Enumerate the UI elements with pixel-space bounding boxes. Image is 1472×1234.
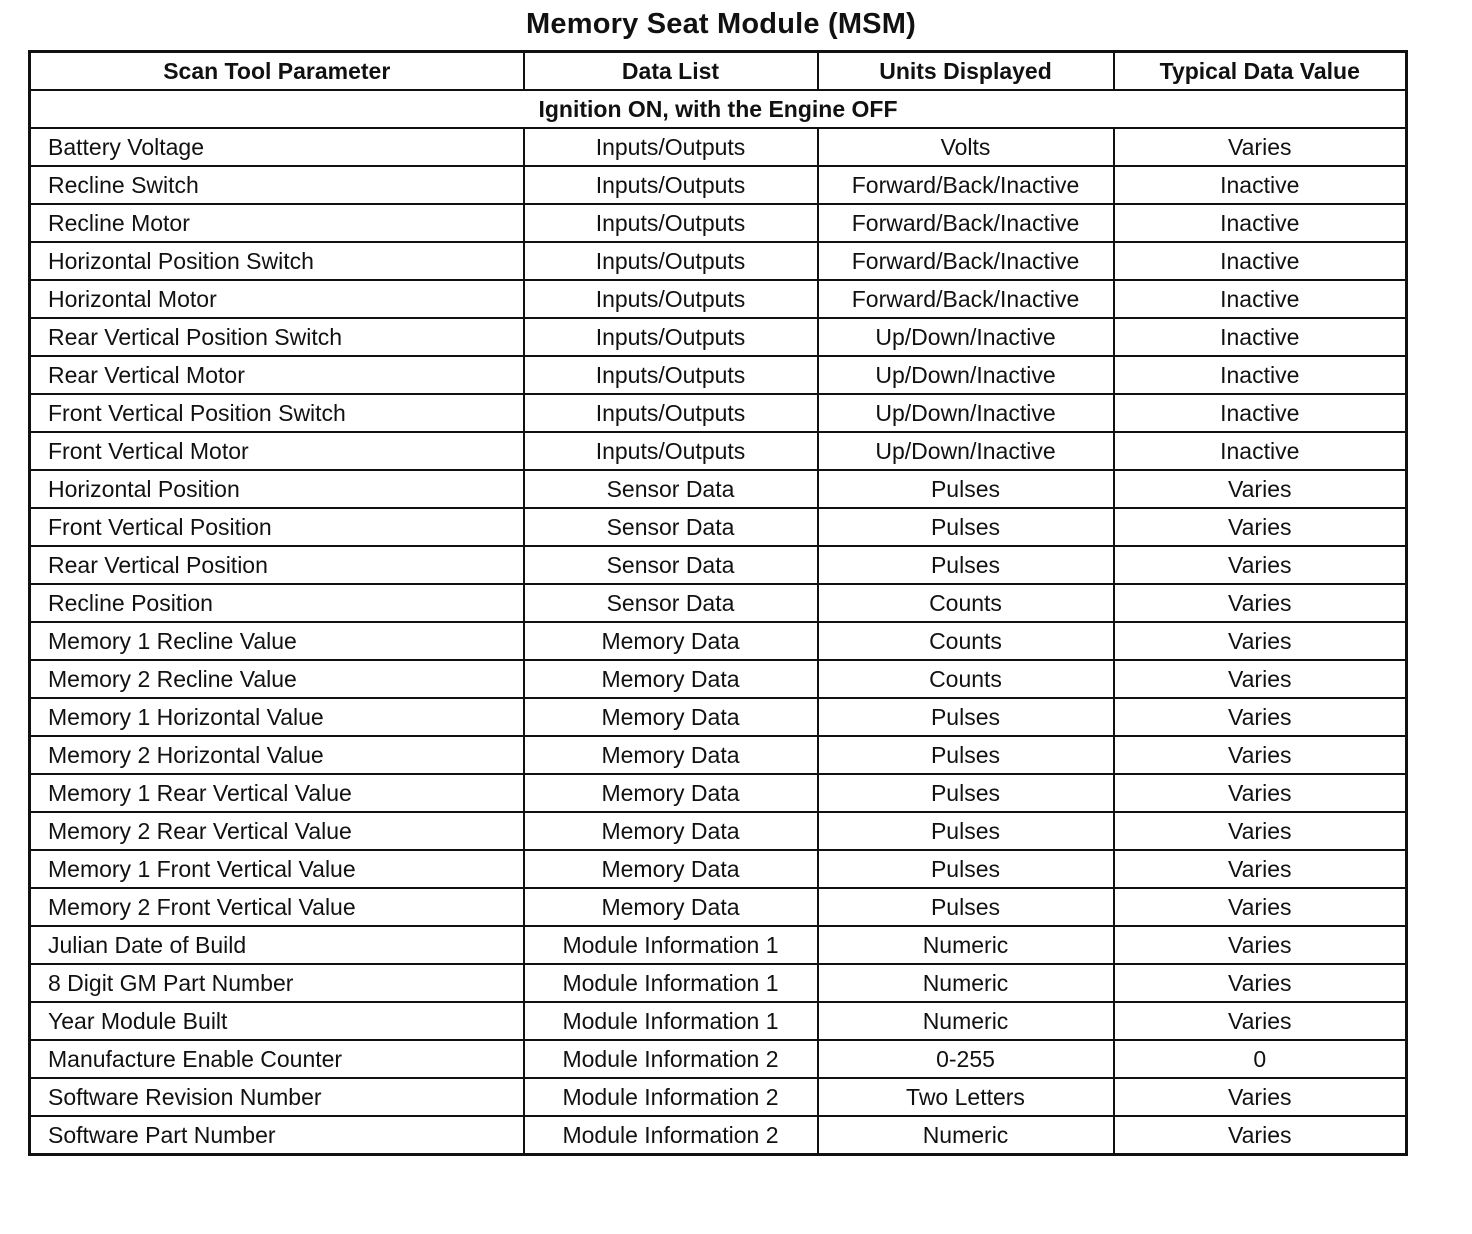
cell-scan-tool-parameter: Memory 1 Horizontal Value	[30, 698, 524, 736]
cell-units-displayed: Up/Down/Inactive	[818, 318, 1114, 356]
cell-data-list: Inputs/Outputs	[524, 166, 818, 204]
page-title: Memory Seat Module (MSM)	[526, 8, 916, 40]
cell-scan-tool-parameter: Software Revision Number	[30, 1078, 524, 1116]
cell-units-displayed: Pulses	[818, 850, 1114, 888]
cell-typical-data-value: Inactive	[1114, 356, 1407, 394]
cell-typical-data-value: Varies	[1114, 546, 1407, 584]
cell-typical-data-value: Varies	[1114, 926, 1407, 964]
cell-units-displayed: Up/Down/Inactive	[818, 432, 1114, 470]
cell-typical-data-value: Varies	[1114, 660, 1407, 698]
cell-data-list: Sensor Data	[524, 584, 818, 622]
table-row	[30, 280, 1407, 318]
cell-data-list: Sensor Data	[524, 546, 818, 584]
cell-scan-tool-parameter: Horizontal Position Switch	[30, 242, 524, 280]
table-row	[30, 1116, 1407, 1155]
cell-typical-data-value: 0	[1114, 1040, 1407, 1078]
cell-units-displayed: Numeric	[818, 1116, 1114, 1155]
cell-typical-data-value: Varies	[1114, 1078, 1407, 1116]
table-row	[30, 508, 1407, 546]
table-row	[30, 432, 1407, 470]
cell-data-list: Inputs/Outputs	[524, 204, 818, 242]
cell-data-list: Module Information 1	[524, 964, 818, 1002]
cell-units-displayed: Pulses	[818, 470, 1114, 508]
cell-scan-tool-parameter: Rear Vertical Position	[30, 546, 524, 584]
cell-scan-tool-parameter: Memory 2 Front Vertical Value	[30, 888, 524, 926]
cell-data-list: Memory Data	[524, 850, 818, 888]
table-row	[30, 166, 1407, 204]
table-row	[30, 584, 1407, 622]
cell-typical-data-value: Varies	[1114, 888, 1407, 926]
table-row	[30, 850, 1407, 888]
cell-scan-tool-parameter: Horizontal Position	[30, 470, 524, 508]
cell-typical-data-value: Varies	[1114, 736, 1407, 774]
cell-scan-tool-parameter: Memory 1 Rear Vertical Value	[30, 774, 524, 812]
cell-scan-tool-parameter: Front Vertical Position Switch	[30, 394, 524, 432]
cell-scan-tool-parameter: Horizontal Motor	[30, 280, 524, 318]
table-row	[30, 128, 1407, 166]
cell-typical-data-value: Inactive	[1114, 166, 1407, 204]
cell-scan-tool-parameter: Memory 1 Front Vertical Value	[30, 850, 524, 888]
cell-typical-data-value: Inactive	[1114, 204, 1407, 242]
cell-typical-data-value: Varies	[1114, 774, 1407, 812]
cell-data-list: Memory Data	[524, 774, 818, 812]
cell-units-displayed: Pulses	[818, 546, 1114, 584]
cell-units-displayed: Two Letters	[818, 1078, 1114, 1116]
cell-data-list: Memory Data	[524, 736, 818, 774]
cell-typical-data-value: Varies	[1114, 1002, 1407, 1040]
table-row	[30, 660, 1407, 698]
cell-typical-data-value: Varies	[1114, 128, 1407, 166]
cell-units-displayed: Counts	[818, 584, 1114, 622]
table-row	[30, 736, 1407, 774]
table-row	[30, 698, 1407, 736]
table-row	[30, 812, 1407, 850]
cell-data-list: Memory Data	[524, 888, 818, 926]
table-row	[30, 1002, 1407, 1040]
cell-data-list: Inputs/Outputs	[524, 432, 818, 470]
cell-data-list: Module Information 1	[524, 1002, 818, 1040]
cell-units-displayed: Pulses	[818, 736, 1114, 774]
table-row	[30, 242, 1407, 280]
cell-typical-data-value: Varies	[1114, 850, 1407, 888]
cell-scan-tool-parameter: Front Vertical Position	[30, 508, 524, 546]
cell-data-list: Inputs/Outputs	[524, 394, 818, 432]
table-row	[30, 470, 1407, 508]
cell-units-displayed: Pulses	[818, 812, 1114, 850]
cell-units-displayed: Counts	[818, 660, 1114, 698]
cell-typical-data-value: Varies	[1114, 622, 1407, 660]
table-header-row	[30, 52, 1407, 91]
cell-units-displayed: Forward/Back/Inactive	[818, 204, 1114, 242]
cell-data-list: Inputs/Outputs	[524, 356, 818, 394]
cell-data-list: Memory Data	[524, 812, 818, 850]
cell-scan-tool-parameter: Memory 1 Recline Value	[30, 622, 524, 660]
table-row	[30, 546, 1407, 584]
cell-units-displayed: Pulses	[818, 508, 1114, 546]
cell-units-displayed: Pulses	[818, 774, 1114, 812]
cell-data-list: Sensor Data	[524, 470, 818, 508]
cell-typical-data-value: Inactive	[1114, 432, 1407, 470]
cell-typical-data-value: Varies	[1114, 470, 1407, 508]
cell-data-list: Memory Data	[524, 698, 818, 736]
cell-scan-tool-parameter: Memory 2 Recline Value	[30, 660, 524, 698]
cell-typical-data-value: Inactive	[1114, 280, 1407, 318]
cell-scan-tool-parameter: Rear Vertical Motor	[30, 356, 524, 394]
condition-label: Ignition ON, with the Engine OFF	[30, 90, 1407, 128]
table-row	[30, 622, 1407, 660]
header-units-displayed: Units Displayed	[818, 52, 1114, 91]
cell-units-displayed: Counts	[818, 622, 1114, 660]
table-row	[30, 964, 1407, 1002]
cell-scan-tool-parameter: Year Module Built	[30, 1002, 524, 1040]
header-scan-tool-parameter: Scan Tool Parameter	[30, 52, 524, 91]
cell-data-list: Inputs/Outputs	[524, 128, 818, 166]
cell-units-displayed: Numeric	[818, 1002, 1114, 1040]
cell-units-displayed: Numeric	[818, 926, 1114, 964]
header-typical-data-value: Typical Data Value	[1114, 52, 1407, 91]
condition-row	[30, 90, 1407, 128]
cell-data-list: Module Information 2	[524, 1078, 818, 1116]
cell-units-displayed: Numeric	[818, 964, 1114, 1002]
table-row	[30, 1040, 1407, 1078]
cell-data-list: Memory Data	[524, 622, 818, 660]
cell-scan-tool-parameter: Front Vertical Motor	[30, 432, 524, 470]
cell-scan-tool-parameter: Memory 2 Horizontal Value	[30, 736, 524, 774]
table-row	[30, 774, 1407, 812]
cell-scan-tool-parameter: Memory 2 Rear Vertical Value	[30, 812, 524, 850]
cell-data-list: Module Information 2	[524, 1116, 818, 1155]
cell-units-displayed: Volts	[818, 128, 1114, 166]
cell-typical-data-value: Varies	[1114, 698, 1407, 736]
cell-data-list: Inputs/Outputs	[524, 280, 818, 318]
cell-typical-data-value: Varies	[1114, 964, 1407, 1002]
cell-units-displayed: Up/Down/Inactive	[818, 394, 1114, 432]
cell-scan-tool-parameter: Software Part Number	[30, 1116, 524, 1155]
cell-units-displayed: Forward/Back/Inactive	[818, 242, 1114, 280]
cell-data-list: Module Information 2	[524, 1040, 818, 1078]
cell-units-displayed: Forward/Back/Inactive	[818, 280, 1114, 318]
cell-data-list: Memory Data	[524, 660, 818, 698]
scan-tool-data-table	[28, 50, 1408, 1156]
cell-typical-data-value: Inactive	[1114, 394, 1407, 432]
cell-typical-data-value: Inactive	[1114, 318, 1407, 356]
table-row	[30, 204, 1407, 242]
cell-scan-tool-parameter: 8 Digit GM Part Number	[30, 964, 524, 1002]
table-row	[30, 394, 1407, 432]
header-data-list: Data List	[524, 52, 818, 91]
cell-data-list: Inputs/Outputs	[524, 242, 818, 280]
cell-typical-data-value: Varies	[1114, 812, 1407, 850]
cell-scan-tool-parameter: Battery Voltage	[30, 128, 524, 166]
cell-units-displayed: Pulses	[818, 888, 1114, 926]
cell-data-list: Inputs/Outputs	[524, 318, 818, 356]
cell-scan-tool-parameter: Rear Vertical Position Switch	[30, 318, 524, 356]
cell-units-displayed: 0-255	[818, 1040, 1114, 1078]
cell-units-displayed: Forward/Back/Inactive	[818, 166, 1114, 204]
cell-scan-tool-parameter: Recline Motor	[30, 204, 524, 242]
cell-typical-data-value: Varies	[1114, 1116, 1407, 1155]
cell-units-displayed: Pulses	[818, 698, 1114, 736]
table-row	[30, 888, 1407, 926]
cell-typical-data-value: Varies	[1114, 584, 1407, 622]
cell-scan-tool-parameter: Julian Date of Build	[30, 926, 524, 964]
cell-units-displayed: Up/Down/Inactive	[818, 356, 1114, 394]
table-row	[30, 356, 1407, 394]
table-row	[30, 318, 1407, 356]
cell-data-list: Sensor Data	[524, 508, 818, 546]
table-row	[30, 1078, 1407, 1116]
cell-data-list: Module Information 1	[524, 926, 818, 964]
cell-typical-data-value: Inactive	[1114, 242, 1407, 280]
cell-scan-tool-parameter: Recline Position	[30, 584, 524, 622]
cell-typical-data-value: Varies	[1114, 508, 1407, 546]
table-row	[30, 926, 1407, 964]
cell-scan-tool-parameter: Manufacture Enable Counter	[30, 1040, 524, 1078]
cell-scan-tool-parameter: Recline Switch	[30, 166, 524, 204]
